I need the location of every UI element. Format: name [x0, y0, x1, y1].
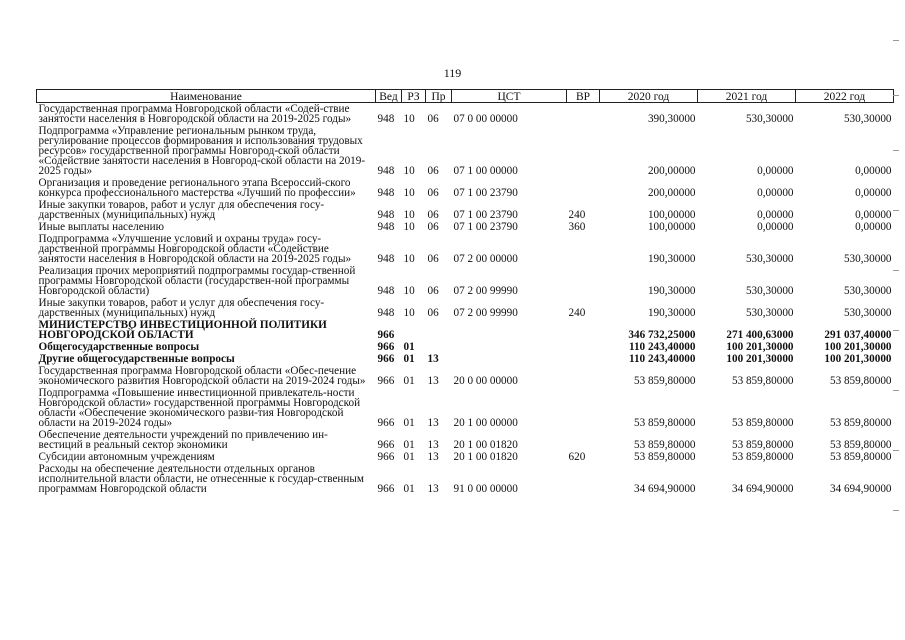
cell-cst [452, 353, 567, 365]
cell-rz: 10 [403, 187, 415, 199]
cell-ved: 966 [377, 353, 395, 365]
header-pr: Пр [426, 90, 452, 103]
cell-cst [452, 341, 567, 353]
cell-cst: 91 0 00 00000 [453, 483, 518, 495]
cell-cst: 20 0 00 00000 [453, 375, 518, 387]
cell-ved: 966 [377, 329, 395, 341]
cell-vr [567, 341, 600, 353]
cell-pr: 06 [427, 221, 439, 233]
cell-ved: 948 [377, 165, 395, 177]
cell-name: Иные выплаты населению [38, 221, 164, 233]
cell-rz: 10 [403, 209, 415, 221]
cell-name: Подпрограмма «Повышение инвестиционной привлекатель-ности Новгородской области» государственной программы Новгородской области «Обеспечение экономического разви-тия Новгородской области на 2019-2024 годы» [38, 387, 361, 429]
cell-pr: 06 [427, 253, 439, 265]
table-row [37, 319, 894, 341]
cell-vr [567, 265, 600, 297]
header-ved: Вед [376, 90, 402, 103]
cell-vr [567, 353, 600, 365]
cell-y2020: 390,30000 [647, 113, 696, 125]
cell-name: Другие общегосударственные вопросы [38, 353, 235, 365]
table-row [37, 353, 894, 365]
cell-name: Организация и проведение регионального этапа Всероссий-ского конкурса профессионального мастерства «Лучший по профессии» [38, 177, 356, 199]
cell-pr: 06 [427, 209, 439, 221]
cell-cst: 07 1 00 23790 [453, 221, 518, 233]
cell-pr: 06 [427, 307, 439, 319]
cell-pr: 13 [427, 483, 439, 495]
cell-name: Подпрограмма «Управление региональным рынком труда, регулирование процессов формирования и использования трудовых ресурсов» государственной программы Новгород-ской области «Содействие занятости населения в Новгород-ской области на 2019-2025 годы» [38, 125, 366, 177]
cell-y2022: 53 859,80000 [829, 451, 892, 463]
cell-y2022: 291 037,40000 [824, 329, 892, 341]
page-number: 119 [443, 66, 462, 80]
header-2021: 2021 год [698, 90, 796, 103]
table-row [37, 463, 894, 495]
cell-vr [567, 463, 600, 495]
cell-rz: 01 [403, 451, 415, 463]
cell-y2020: 100,00000 [647, 221, 696, 233]
budget-table-container [36, 89, 892, 495]
budget-table [36, 89, 894, 495]
cell-y2021: 530,30000 [745, 253, 794, 265]
cell-ved: 948 [377, 209, 395, 221]
cell-y2022: 100 201,30000 [824, 353, 892, 365]
cell-y2021: 0,00000 [757, 221, 794, 233]
cell-rz: 10 [403, 113, 415, 125]
cell-cst: 07 1 00 23790 [453, 187, 518, 199]
cell-ved: 966 [377, 417, 395, 429]
cell-vr [567, 365, 600, 387]
scan-edge-marks [893, 0, 903, 640]
cell-y2020: 53 859,80000 [633, 439, 696, 451]
cell-ved: 948 [377, 187, 395, 199]
cell-pr: 13 [427, 353, 439, 365]
cell-y2021: 34 694,90000 [731, 483, 794, 495]
header-vr: ВР [567, 90, 600, 103]
table-row [37, 199, 894, 221]
cell-pr: 06 [427, 187, 439, 199]
table-row [37, 297, 894, 319]
cell-cst: 07 1 00 23790 [453, 209, 518, 221]
cell-y2021: 0,00000 [757, 165, 794, 177]
cell-y2022: 530,30000 [843, 253, 892, 265]
cell-y2020: 190,30000 [647, 285, 696, 297]
cell-y2021: 53 859,80000 [731, 451, 794, 463]
cell-pr: 13 [427, 375, 439, 387]
cell-y2022: 0,00000 [855, 209, 892, 221]
header-rz: РЗ [402, 90, 426, 103]
cell-y2020: 200,00000 [647, 187, 696, 199]
cell-name: Обеспечение деятельности учреждений по привлечению ин-вестиций в реальный сектор экономики [38, 429, 328, 451]
header-name: Наименование [37, 90, 376, 103]
cell-y2020: 200,00000 [647, 165, 696, 177]
cell-pr [426, 319, 452, 341]
cell-cst: 20 1 00 01820 [453, 439, 518, 451]
cell-cst [452, 319, 567, 341]
cell-rz: 10 [403, 307, 415, 319]
cell-y2022: 53 859,80000 [829, 417, 892, 429]
cell-pr: 06 [427, 165, 439, 177]
cell-pr: 06 [427, 285, 439, 297]
cell-rz: 10 [403, 165, 415, 177]
cell-name: Подпрограмма «Улучшение условий и охраны труда» госу-дарственной программы Новгородской области «Содействие занятости населения в Новгородской области на 2019-2025 годы» [38, 233, 352, 265]
cell-ved: 948 [377, 221, 395, 233]
cell-vr [567, 429, 600, 451]
cell-name: Реализация прочих мероприятий подпрограммы государ-ственной программы Новгородской области (государствен-ной программы Новгородской области) [38, 265, 356, 297]
cell-vr [567, 177, 600, 199]
table-row [37, 177, 894, 199]
cell-ved: 948 [377, 307, 395, 319]
cell-y2020: 346 732,25000 [628, 329, 696, 341]
cell-vr: 620 [568, 451, 586, 463]
table-body [37, 103, 894, 496]
cell-y2022: 530,30000 [843, 307, 892, 319]
cell-cst: 20 1 00 01820 [453, 451, 518, 463]
cell-cst: 07 2 00 00000 [453, 253, 518, 265]
cell-y2021: 530,30000 [745, 113, 794, 125]
table-row [37, 387, 894, 429]
cell-y2020: 53 859,80000 [633, 451, 696, 463]
cell-name: Общегосударственные вопросы [38, 341, 200, 353]
cell-y2020: 100,00000 [647, 209, 696, 221]
cell-name: Субсидии автономным учреждениям [38, 451, 215, 463]
cell-rz: 01 [403, 439, 415, 451]
cell-y2020: 34 694,90000 [633, 483, 696, 495]
cell-cst: 07 2 00 99990 [453, 307, 518, 319]
cell-y2020: 190,30000 [647, 307, 696, 319]
cell-name: Расходы на обеспечение деятельности отдельных органов исполнительной власти области, не отнесенные к государ-ственным программам Новгородской области [38, 463, 365, 495]
cell-pr: 13 [427, 451, 439, 463]
cell-vr [567, 125, 600, 177]
table-row [37, 265, 894, 297]
cell-y2021: 100 201,30000 [726, 341, 794, 353]
table-row [37, 451, 894, 463]
cell-rz: 10 [403, 221, 415, 233]
cell-y2021: 0,00000 [757, 187, 794, 199]
table-row [37, 341, 894, 353]
cell-name: МИНИСТЕРСТВО ИНВЕСТИЦИОННОЙ ПОЛИТИКИ НОВГОРОДСКОЙ ОБЛАСТИ [38, 319, 327, 341]
cell-vr [567, 233, 600, 265]
cell-pr: 13 [427, 417, 439, 429]
cell-vr [567, 319, 600, 341]
cell-ved: 966 [377, 341, 395, 353]
cell-y2020: 53 859,80000 [633, 375, 696, 387]
cell-rz: 01 [403, 353, 415, 365]
cell-pr: 06 [427, 113, 439, 125]
cell-vr [567, 387, 600, 429]
cell-y2022: 530,30000 [843, 285, 892, 297]
cell-ved: 966 [377, 451, 395, 463]
table-row [37, 125, 894, 177]
cell-rz: 01 [403, 417, 415, 429]
cell-y2021: 530,30000 [745, 307, 794, 319]
cell-y2022: 34 694,90000 [829, 483, 892, 495]
table-row [37, 221, 894, 233]
cell-y2022: 53 859,80000 [829, 439, 892, 451]
cell-ved: 966 [377, 483, 395, 495]
cell-rz: 10 [403, 285, 415, 297]
header-cst: ЦСТ [452, 90, 567, 103]
table-row [37, 365, 894, 387]
cell-y2021: 100 201,30000 [726, 353, 794, 365]
cell-ved: 948 [377, 113, 395, 125]
cell-cst: 07 2 00 99990 [453, 285, 518, 297]
cell-ved: 966 [377, 439, 395, 451]
cell-y2022: 0,00000 [855, 187, 892, 199]
cell-vr: 240 [568, 209, 586, 221]
cell-cst: 07 1 00 00000 [453, 165, 518, 177]
cell-rz [402, 319, 426, 341]
cell-y2022: 100 201,30000 [824, 341, 892, 353]
header-2022: 2022 год [796, 90, 894, 103]
cell-y2020: 53 859,80000 [633, 417, 696, 429]
cell-name: Иные закупки товаров, работ и услуг для обеспечения госу-дарственных (муниципальных) нужд [38, 297, 325, 319]
cell-name: Иные закупки товаров, работ и услуг для обеспечения госу-дарственных (муниципальных) нужд [38, 199, 325, 221]
cell-name: Государственная программа Новгородской области «Обес-печение экономического развития Новгородской области на 2019-2024 годы» [38, 365, 366, 387]
header-2020: 2020 год [600, 90, 698, 103]
cell-ved: 948 [377, 253, 395, 265]
cell-rz: 01 [403, 375, 415, 387]
table-row [37, 429, 894, 451]
cell-y2020: 110 243,40000 [628, 353, 696, 365]
cell-name: Государственная программа Новгородской области «Содей-ствие занятости населения в Новгородской области на 2019-2025 годы» [38, 103, 352, 125]
cell-cst: 07 0 00 00000 [453, 113, 518, 125]
cell-ved: 948 [377, 285, 395, 297]
cell-y2022: 0,00000 [855, 221, 892, 233]
table-row [37, 103, 894, 126]
cell-rz: 10 [403, 253, 415, 265]
cell-y2021: 53 859,80000 [731, 375, 794, 387]
cell-y2022: 0,00000 [855, 165, 892, 177]
cell-ved: 966 [377, 375, 395, 387]
cell-vr: 360 [568, 221, 586, 233]
cell-cst: 20 1 00 00000 [453, 417, 518, 429]
cell-pr: 13 [427, 439, 439, 451]
cell-y2021: 530,30000 [745, 285, 794, 297]
cell-y2021: 53 859,80000 [731, 417, 794, 429]
cell-y2022: 53 859,80000 [829, 375, 892, 387]
table-header-row [37, 90, 894, 103]
cell-vr: 240 [568, 307, 586, 319]
table-row [37, 233, 894, 265]
cell-y2021: 53 859,80000 [731, 439, 794, 451]
cell-pr [426, 341, 452, 353]
cell-y2022: 530,30000 [843, 113, 892, 125]
cell-rz: 01 [403, 483, 415, 495]
cell-y2021: 0,00000 [757, 209, 794, 221]
cell-y2020: 110 243,40000 [628, 341, 696, 353]
cell-y2020: 190,30000 [647, 253, 696, 265]
cell-vr [567, 103, 600, 126]
cell-rz: 01 [403, 341, 415, 353]
cell-y2021: 271 400,63000 [726, 329, 794, 341]
